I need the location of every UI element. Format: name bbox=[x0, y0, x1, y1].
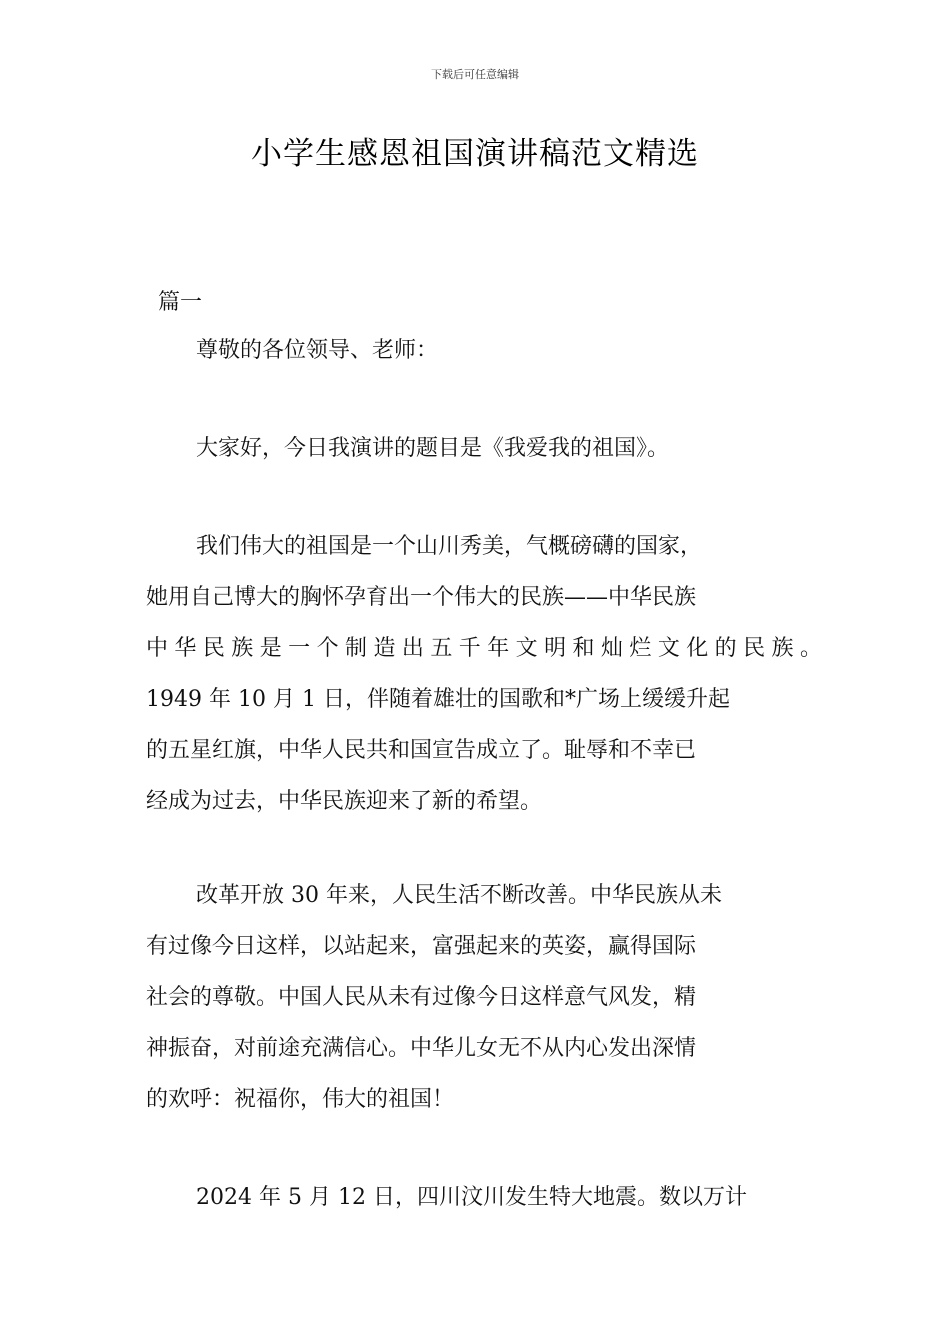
paragraph-line: 1949 年 10 月 1 日，伴随着雄壮的国歌和*广场上缓缓升起 bbox=[146, 687, 730, 712]
paragraph-line: 经成为过去，中华民族迎来了新的希望。 bbox=[146, 789, 543, 814]
section-label: 篇一 bbox=[158, 290, 203, 315]
paragraph-line: 她用自己博大的胸怀孕育出一个伟大的民族——中华民族 bbox=[146, 585, 697, 610]
paragraph-line: 社会的尊敬。中国人民从未有过像今日这样意气风发，精 bbox=[146, 985, 697, 1010]
header-note: 下载后可任意编辑 bbox=[431, 68, 519, 81]
paragraph-line: 2024 年 5 月 12 日，四川汶川发生特大地震。数以万计 bbox=[196, 1185, 747, 1210]
paragraph-line: 的五星红旗，中华人民共和国宣告成立了。耻辱和不幸已 bbox=[146, 738, 697, 763]
paragraph-line: 神振奋，对前途充满信心。中华儿女无不从内心发出深情 bbox=[146, 1036, 697, 1061]
document-title: 小学生感恩祖国演讲稿范文精选 bbox=[251, 136, 699, 172]
paragraph-line: 有过像今日这样，以站起来，富强起来的英姿，赢得国际 bbox=[146, 934, 697, 959]
paragraph-line: 中华民族是一个制造出五千年文明和灿烂文化的民族。 bbox=[146, 636, 822, 661]
paragraph-line: 改革开放 30 年来，人民生活不断改善。中华民族从未 bbox=[196, 883, 722, 908]
paragraph-line: 我们伟大的祖国是一个山川秀美，气概磅礴的国家， bbox=[196, 534, 703, 559]
paragraph-line: 的欢呼：祝福你，伟大的祖国！ bbox=[146, 1087, 455, 1112]
paragraph-line: 大家好，今日我演讲的题目是《我爱我的祖国》。 bbox=[196, 436, 670, 461]
paragraph-line: 尊敬的各位领导、老师： bbox=[196, 338, 439, 363]
